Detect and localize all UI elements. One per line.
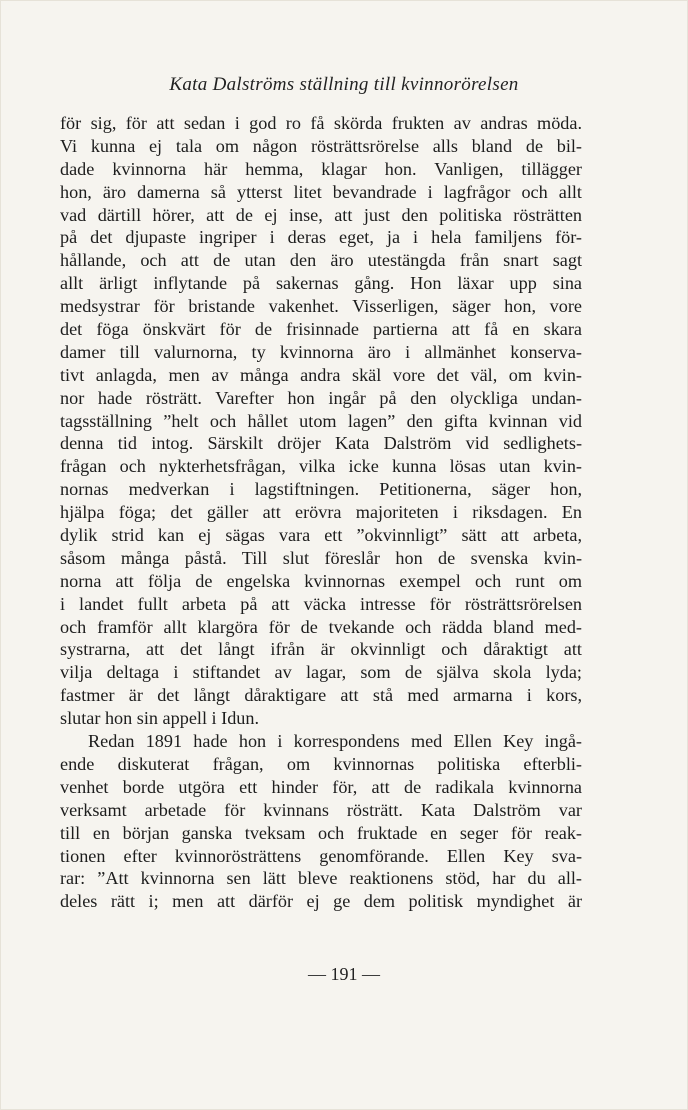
text-line: hjälpa föga; det gäller att erövra majoriteten i riksdagen. En: [60, 502, 582, 523]
text-line: i landet fullt arbeta på att väcka intresse för rösträttsrörelsen: [60, 593, 582, 614]
text-line: tionen efter kvinnorösträttens genomförande. Ellen Key sva-: [60, 845, 582, 866]
text-line: damer till valurnorna, ty kvinnorna äro i allmänhet konserva-: [60, 341, 582, 362]
body-text: [60, 112, 582, 913]
text-line: medsystrar för bristande vakenhet. Visserligen, säger hon, vore: [60, 296, 582, 317]
text-line: Vi kunna ej tala om någon rösträttsrörelse alls bland de bil-: [60, 135, 582, 156]
text-line: dade kvinnorna här hemma, klagar hon. Vanligen, tillägger: [60, 158, 582, 179]
text-line: nor hade rösträtt. Varefter hon ingår på den olyckliga undan-: [60, 387, 582, 408]
text-line: slutar hon sin appell i Idun.: [60, 708, 260, 729]
text-line: venhet borde utgöra ett hinder för, att de radikala kvinnorna: [60, 776, 582, 797]
text-line: deles rätt i; men att därför ej ge dem politisk myndighet är: [60, 891, 582, 912]
text-line: dylik strid kan ej sägas vara ett ”okvinnligt” sätt att arbeta,: [60, 525, 582, 546]
text-line: nornas medverkan i lagstiftningen. Petitionerna, säger hon,: [60, 479, 582, 500]
text-line: allt ärligt inflytande på sakernas gång. Hon läxar upp sina: [60, 273, 582, 294]
text-line: på det djupaste ingriper i deras eget, ja i hela familjens för-: [60, 227, 582, 248]
text-line: fastmer är det långt dåraktigare att stå med armarna i kors,: [60, 685, 582, 706]
text-line: tivt anlagda, men av många andra skäl vore det väl, om kvin-: [60, 364, 582, 385]
text-line: och framför allt klargöra för de tvekande och rädda bland med-: [60, 616, 582, 637]
text-line: såsom många påstå. Till slut föreslår hon de svenska kvin-: [60, 547, 582, 568]
running-head: Kata Dalströms ställning till kvinnorörelsen: [169, 74, 519, 95]
text-line: hållande, och att de utan den äro utestängda från snart sagt: [60, 250, 582, 271]
text-line: frågan och nykterhetsfrågan, vilka icke kunna lösas utan kvin-: [60, 456, 582, 477]
text-line: det föga önskvärt för de frisinnade partierna att få en skara: [60, 319, 582, 340]
text-line: Redan 1891 hade hon i korrespondens med Ellen Key ingå-: [88, 731, 582, 752]
page-number: — 191 —: [308, 964, 380, 984]
text-line: tagsställning ”helt och hållet utom lagen” den gifta kvinnan vid: [60, 410, 582, 431]
text-line: verksamt arbetade för kvinnans rösträtt. Kata Dalström var: [60, 799, 582, 820]
text-line: hon, äro damerna så ytterst litet bevandrade i lagfrågor och allt: [60, 181, 582, 202]
text-line: systrarna, att det långt ifrån är okvinnligt och dåraktigt att: [60, 639, 582, 660]
text-line: norna att följa de engelska kvinnornas exempel och runt om: [60, 570, 582, 591]
text-line: ende diskuterat frågan, om kvinnornas politiska efterbli-: [60, 753, 582, 774]
text-line: vad därtill hörer, att de ej inse, att just den politiska rösträtten: [60, 204, 582, 225]
text-line: till en början ganska tveksam och fruktade en seger för reak-: [60, 822, 582, 843]
text-line: vilja deltaga i stiftandet av lagar, som de själva skola lyda;: [60, 662, 582, 683]
text-line: för sig, för att sedan i god ro få skörda frukten av andras möda.: [60, 113, 582, 133]
text-line: rar: ”Att kvinnorna sen lätt bleve reaktionens stöd, har du all-: [60, 868, 582, 889]
text-line: denna tid intog. Särskilt dröjer Kata Dalström vid sedlighets-: [60, 433, 582, 454]
